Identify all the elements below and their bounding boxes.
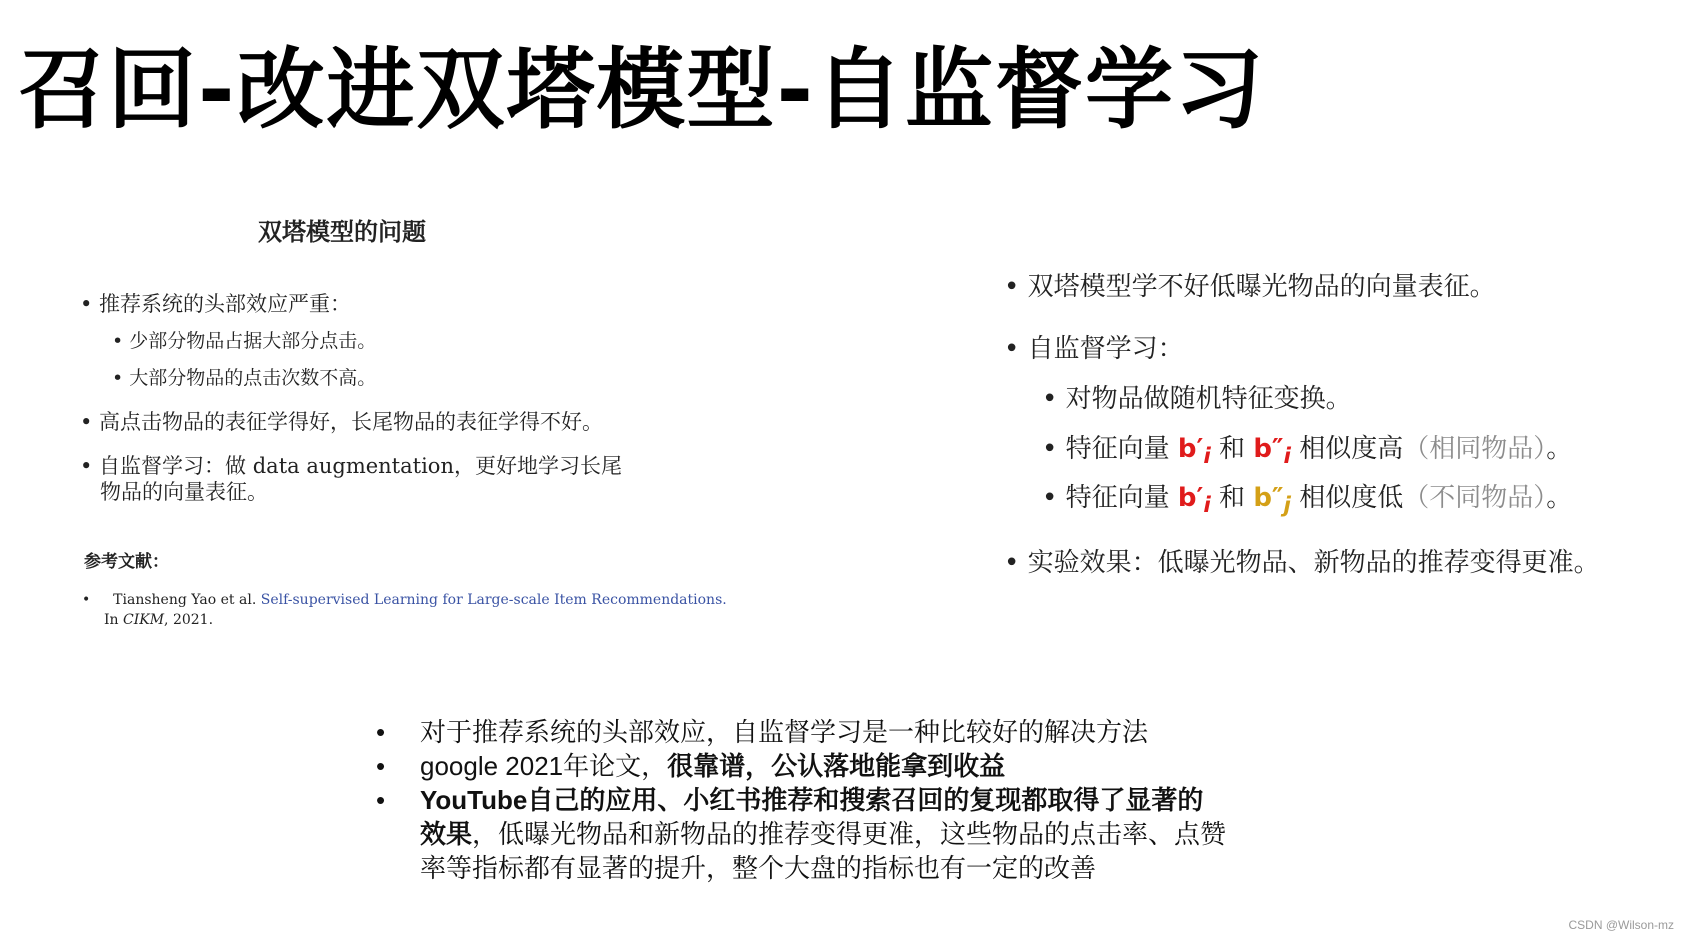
line5-note: （不同物品）: [1403, 483, 1547, 513]
line4-end: 。: [1546, 434, 1573, 464]
right-subbullet-3: [1042, 477, 1572, 518]
line4-pre: • 特征向量: [1042, 434, 1178, 464]
left-bullet-3-cont: 物品的向量表征。: [100, 480, 268, 504]
summary-text-2-plain: google 2021年论文，: [420, 751, 668, 781]
summary-text-3-plain: ，低曝光物品和新物品的推荐变得更准，这些物品的点击率、点赞率等指标都有显著的提升，整个大盘的指标也有一定的改善: [420, 819, 1227, 883]
reference-in: In: [104, 612, 123, 628]
reference-link[interactable]: Self-supervised Learning for Large-scale Item Recommendations.: [260, 592, 727, 608]
line4-note: （相同物品）: [1403, 434, 1547, 464]
line5-pre: • 特征向量: [1042, 483, 1178, 513]
line4-mid: 和: [1210, 434, 1254, 464]
watermark-credit: CSDN @Wilson-mz: [1568, 918, 1674, 932]
line5-end: 。: [1546, 483, 1573, 513]
vector-b-i-prime: $b'_i$: [1177, 434, 1211, 470]
left-bullet-3: • 自监督学习：做 data augmentation，更好地学习长尾: [80, 454, 622, 478]
summary-item-2: [368, 749, 1228, 783]
reference-venue: CIKM: [123, 612, 165, 628]
reference-item: [82, 592, 727, 608]
left-bullet-1: • 推荐系统的头部效应严重：: [80, 292, 352, 316]
reference-venue-line: [104, 612, 213, 628]
left-subbullet-2: • 大部分物品的点击次数不高。: [112, 367, 377, 389]
left-bullet-2: • 高点击物品的表征学得好，长尾物品的表征学得不好。: [80, 410, 604, 434]
vector-b-i-double-prime: $b''_i$: [1253, 434, 1291, 470]
slide-title: 召回-改进双塔模型-自监督学习: [18, 38, 1266, 141]
summary-item-3: [368, 783, 1228, 885]
reference-bullet: •: [82, 592, 91, 608]
left-heading: 双塔模型的问题: [258, 217, 426, 246]
left-subbullet-1: • 少部分物品占据大部分点击。: [112, 330, 377, 352]
summary-bullet: •: [376, 785, 386, 815]
summary-text-1: 对于推荐系统的头部效应，自监督学习是一种比较好的解决方法: [420, 717, 1149, 747]
right-subbullet-1: • 对物品做随机特征变换。: [1042, 384, 1352, 414]
right-bullet-2: • 自监督学习：: [1004, 334, 1184, 364]
summary-text-2-bold: 很靠谱，公认落地能拿到收益: [667, 751, 1006, 781]
right-bullet-1: • 双塔模型学不好低曝光物品的向量表征。: [1004, 272, 1496, 302]
vector-b-i-prime-2: $b'_i$: [1177, 483, 1211, 519]
reference-year: , 2021.: [164, 612, 214, 628]
line5-mid: 和: [1210, 483, 1254, 513]
summary-bullet: •: [376, 717, 386, 747]
reference-author: Tiansheng Yao et al.: [113, 592, 261, 608]
summary-text-3-bold: YouTube自己的应用、小红书推荐和搜索召回的复现都取得了显著的效果: [420, 785, 1204, 849]
vector-b-j-double-prime: $b''_j$: [1253, 483, 1291, 519]
line5-post: 相似度低: [1290, 483, 1404, 513]
right-bullet-3: • 实验效果：低曝光物品、新物品的推荐变得更准。: [1004, 548, 1600, 578]
summary-list: [368, 715, 1228, 885]
right-subbullet-2: [1042, 428, 1572, 469]
summary-item-1: [368, 715, 1228, 749]
references-heading: 参考文献：: [84, 552, 169, 572]
summary-bullet: •: [376, 751, 386, 781]
line4-post: 相似度高: [1290, 434, 1404, 464]
